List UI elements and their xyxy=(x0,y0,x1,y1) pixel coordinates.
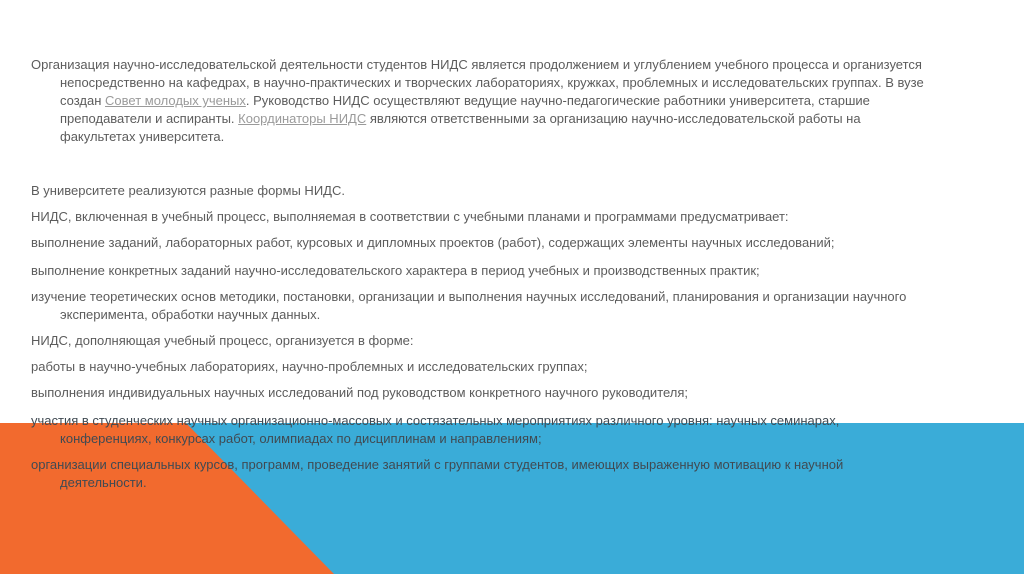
list-item: работы в научно-учебных лабораториях, научно-проблемных и исследовательских группах; xyxy=(31,359,588,374)
list-item: организации специальных курсов, программ, проведение занятий с группами студентов, имеющих выраженную мотивацию к научной деятельности. xyxy=(31,457,844,490)
young-scientists-council-link[interactable]: Совет молодых ученых xyxy=(105,93,246,108)
nids-coordinators-link[interactable]: Координаторы НИДС xyxy=(238,111,367,126)
list-item: выполнение конкретных заданий научно-исследовательского характера в период учебных и производственных практик; xyxy=(31,263,760,278)
intro-text-3: являются ответственными за организацию научно-исследовательской работы на факультетах университета. xyxy=(60,111,861,144)
intro-text-2: . Руководство НИДС осуществляют ведущие научно-педагогические работники университета, старшие преподаватели и аспиранты. xyxy=(60,93,870,126)
forms-heading: В университете реализуются разные формы НИДС. xyxy=(31,183,345,198)
list-item: выполнения индивидуальных научных исследований под руководством конкретного научного руководителя; xyxy=(31,385,689,400)
extracurricular-nids-heading: НИДС, дополняющая учебный процесс, организуется в форме: xyxy=(31,333,414,348)
intro-text-1: Организация научно-исследовательской деятельности студентов НИДС является продолжением и углублением учебного процесса и организуется непосредственно на кафедрах, в научно-практических и творческих лабораториях, кружках, проблемных и исследовательских группах. В вузе создан xyxy=(31,57,924,108)
intro-paragraph xyxy=(31,56,931,146)
list-item: выполнение заданий, лабораторных работ, курсовых и дипломных проектов (работ), содержащих элементы научных исследований; xyxy=(31,235,835,250)
list-item: участия в студенческих научных организационно-массовых и состязательных мероприятиях различного уровня: научных семинарах, конференциях, конкурсах работ, олимпиадах по дисциплинам и направлениям; xyxy=(31,413,840,446)
curricular-nids-heading: НИДС, включенная в учебный процесс, выполняемая в соответствии с учебными планами и программами предусматривает: xyxy=(31,209,789,224)
list-item: изучение теоретических основ методики, постановки, организации и выполнения научных исследований, планирования и организации научного эксперимента, обработки научных данных. xyxy=(31,289,907,322)
